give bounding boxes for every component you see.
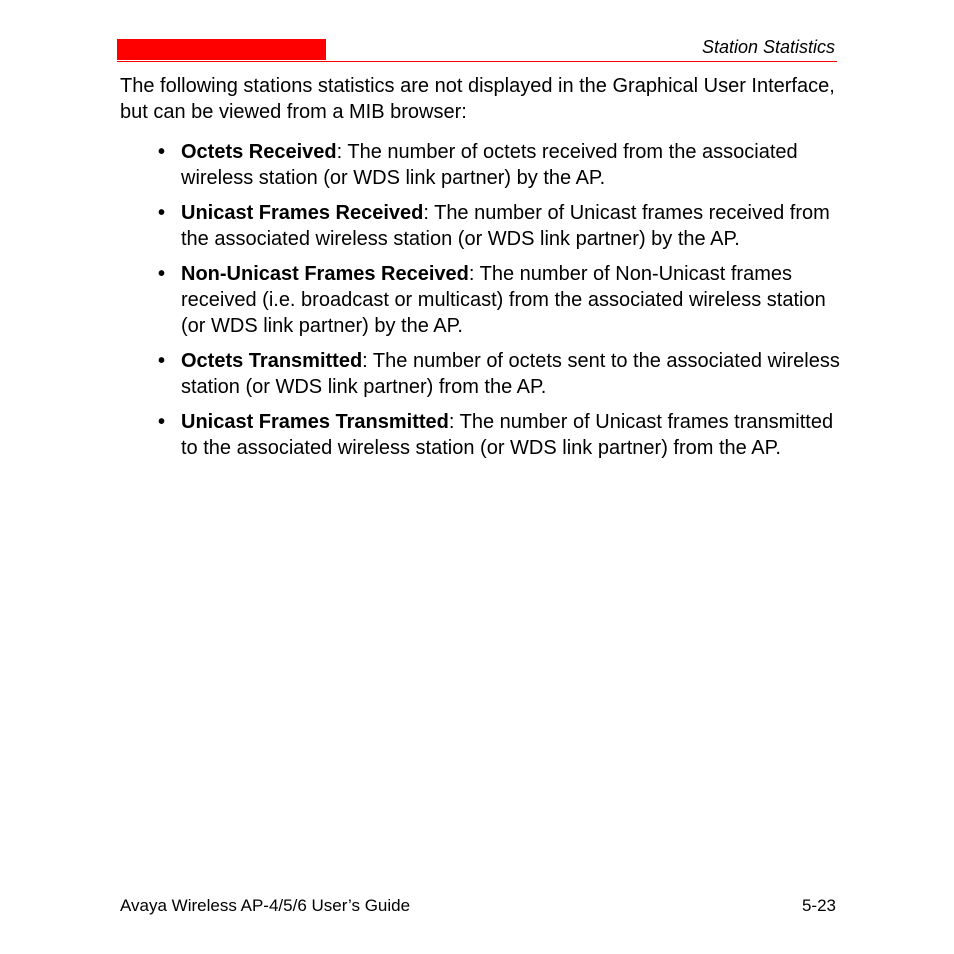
footer-page-number: 5-23 xyxy=(801,896,836,915)
list-item-term: Unicast Frames Transmitted xyxy=(181,411,449,433)
header-rule xyxy=(117,61,837,62)
list-item-description: : The number of octets sent to the associated wireless station (or WDS link partner) from the AP. xyxy=(181,350,840,398)
list-item-text xyxy=(181,200,840,252)
list-item-description: : The number of octets received from the associated wireless station (or WDS link partner) by the AP. xyxy=(181,141,798,189)
header-accent-bar xyxy=(117,39,326,60)
list-item xyxy=(120,261,840,339)
footer-guide-title: Avaya Wireless AP-4/5/6 User’s Guide xyxy=(120,896,411,915)
statistics-list xyxy=(120,139,840,461)
list-item xyxy=(120,200,840,252)
list-item-text xyxy=(181,409,840,461)
bullet: • xyxy=(158,350,166,372)
list-item-description: : The number of Unicast frames transmitted to the associated wireless station (or WDS link partner) from the AP. xyxy=(181,411,834,459)
bullet: • xyxy=(158,411,166,433)
list-item xyxy=(120,139,840,191)
intro-paragraph: The following stations statistics are not displayed in the Graphical User Interface, but can be viewed from a MIB browser: xyxy=(120,75,835,123)
list-item xyxy=(120,348,840,400)
bullet: • xyxy=(158,263,166,285)
list-item-text xyxy=(181,139,840,191)
list-item-description: : The number of Non-Unicast frames received (i.e. broadcast or multicast) from the associated wireless station (or WDS link partner) by the AP. xyxy=(181,263,826,337)
page-content xyxy=(120,73,840,470)
list-item-term: Octets Transmitted xyxy=(181,350,363,372)
page-header-title: Station Statistics xyxy=(701,37,835,57)
list-item-text xyxy=(181,261,840,339)
list-item-term: Non-Unicast Frames Received xyxy=(181,263,469,285)
bullet: • xyxy=(158,141,166,163)
list-item xyxy=(120,409,840,461)
list-item-term: Octets Received xyxy=(181,141,337,163)
list-item-text xyxy=(181,348,840,400)
list-item-description: : The number of Unicast frames received from the associated wireless station (or WDS link partner) by the AP. xyxy=(181,202,830,250)
list-item-term: Unicast Frames Received xyxy=(181,202,424,224)
bullet: • xyxy=(158,202,166,224)
